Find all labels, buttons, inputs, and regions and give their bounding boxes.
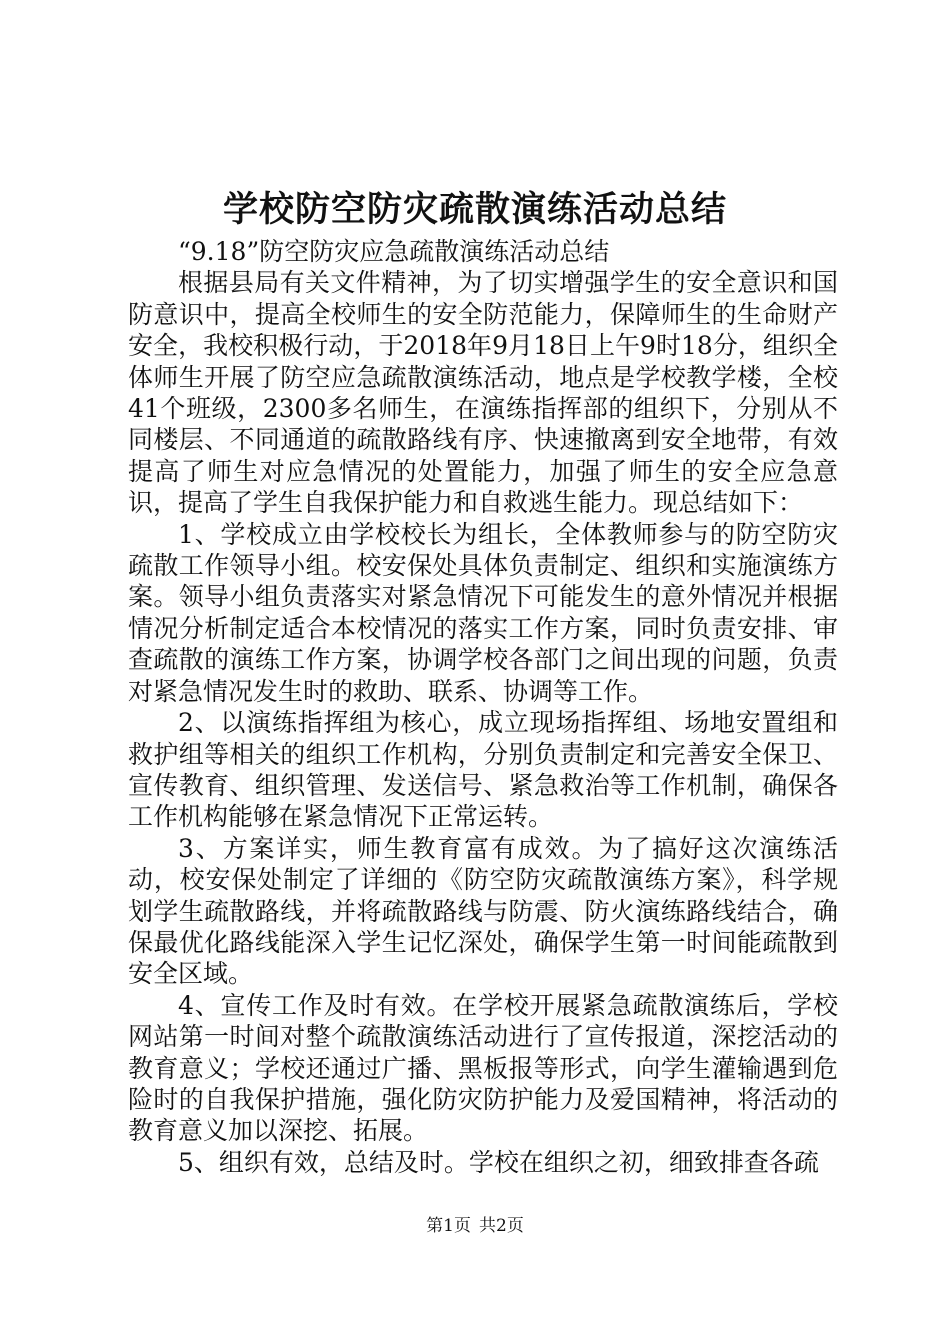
document-title: 学校防空防灾疏散演练活动总结 bbox=[222, 189, 727, 230]
point-3-paragraph: 3、方案详实，师生教育富有成效。为了搞好这次演练活动，校安保处制定了详细的《防空防灾疏散演练方案》，科学规划学生疏散路线，并将疏散路线与防震、防火演练路线结合，确保最优化路线能深入学生记忆深处，确保学生第一时间能疏散到安全区域。 bbox=[128, 833, 838, 989]
point-4-paragraph: 4、宣传工作及时有效。在学校开展紧急疏散演练后，学校网站第一时间对整个疏散演练活动进行了宣传报道，深挖活动的教育意义；学校还通过广播、黑板报等形式，向学生灌输遇到危险时的自我保护措施，强化防灾防护能力及爱国精神，将活动的教育意义加以深挖、拓展。 bbox=[128, 990, 838, 1146]
point-5-paragraph: 5、组织有效，总结及时。学校在组织之初，细致排查各疏 bbox=[178, 1147, 819, 1177]
page-number: 第1页 bbox=[426, 1216, 471, 1236]
intro-paragraph: 根据县局有关文件精神，为了切实增强学生的安全意识和国防意识中，提高全校师生的安全防范能力，保障师生的生命财产安全，我校积极行动，于2018年9月18日上午9时18分，组织全体师生开展了防空应急疏散演练活动，地点是学校教学楼，全校41个班级，2300多名师生，在演练指挥部的组织下，分别从不同楼层、不同通道的疏散路线有序、快速撤离到安全地带，有效提高了师生对应急情况的处置能力，加强了师生的安全应急意识，提高了学生自我保护能力和自救逃生能力。现总结如下： bbox=[128, 268, 838, 518]
point-1-paragraph: 1、学校成立由学校校长为组长，全体教师参与的防空防灾疏散工作领导小组。校安保处具体负责制定、组织和实施演练方案。领导小组负责落实对紧急情况下可能发生的意外情况并根据情况分析制定适合本校情况的落实工作方案，同时负责安排、审查疏散的演练工作方案，协调学校各部门之间出现的问题，负责对紧急情况发生时的救助、联系、协调等工作。 bbox=[128, 519, 838, 706]
point-2-paragraph: 2、以演练指挥组为核心，成立现场指挥组、场地安置组和救护组等相关的组织工作机构，分别负责制定和完善安全保卫、宣传教育、组织管理、发送信号、紧急救治等工作机制，确保各工作机构能够在紧急情况下正常运转。 bbox=[128, 708, 838, 832]
page-footer bbox=[0, 1215, 950, 1237]
page-total: 共2页 bbox=[479, 1216, 524, 1236]
subtitle-paragraph: “9.18”防空防灾应急疏散演练活动总结 bbox=[178, 237, 610, 266]
document-body bbox=[128, 236, 838, 1178]
